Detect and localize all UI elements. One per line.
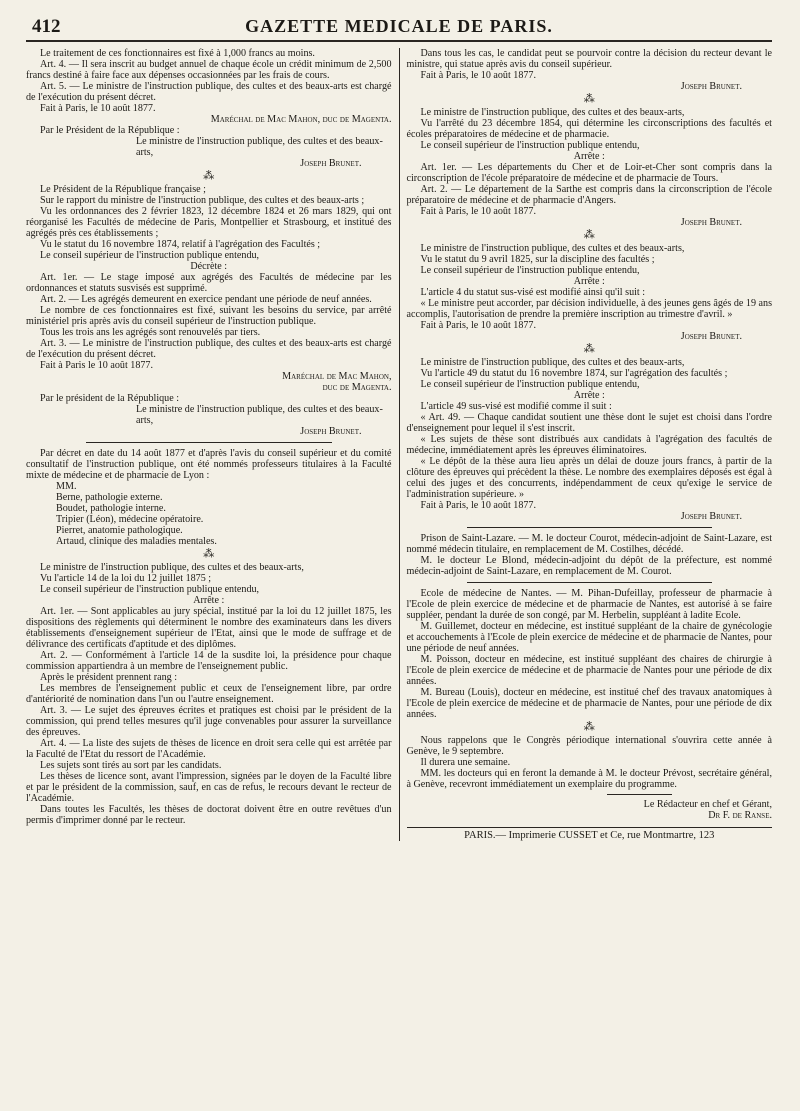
paragraph: Fait à Paris, le 10 août 1877. [420,70,537,81]
list-item: Pierret, anatomie pathologique. [56,525,183,536]
paragraph: Art. 2. — Les agrégés demeurent en exercice pendant une période de neuf années. [40,294,372,305]
signature: Joseph Brunet. [680,511,742,522]
paragraph: M. Guillemet, docteur en médecine, est institué suppléant de la chaire de gynécologie et accouchements à l'Ecole de plein exercice de médecine et de pharmacie de Nantes, pour une période de neuf années. [406,621,772,654]
paragraph: Art. 3. — Le ministre de l'instruction publique, des cultes et des beaux-arts est chargé de l'exécution du présent décret. [26,338,392,360]
section-separator: ⁂ [203,170,215,182]
signature: duc de Magenta. [322,382,392,393]
printer-imprint: PARIS.— Imprimerie CUSSET et Ce, rue Montmartre, 123 [407,827,773,841]
signature: Joseph Brunet. [680,217,742,228]
paragraph: Le ministre de l'instruction publique, des cultes et des beaux-arts, [420,357,685,368]
paragraph: Art. 3. — Le sujet des épreuves écrites et pratiques est choisi par le président de la commission, qui prend telles mesures qu'il juge convenables pour assurer la surveillance des épreuves. [26,705,392,738]
journal-title: GAZETTE MEDICALE DE PARIS. [245,16,553,36]
paragraph: Art. 4. — Il sera inscrit au budget annuel de chaque école un crédit minimum de 2,500 francs destiné à faire face aux dépenses occasionnées par les frais de cours. [26,59,392,81]
paragraph: Vu l'arrêté du 23 décembre 1854, qui détermine les circonscriptions des facultés et écoles préparatoires de médecine et de pharmacie. [406,118,772,140]
paragraph: Le ministre de l'instruction publique, des cultes et des beaux-arts, [136,404,383,426]
paragraph: Le Président de la République française ; [40,184,206,195]
paragraph: Fait à Paris le 10 août 1877. [40,360,153,371]
divider [467,582,713,583]
list-item: Berne, pathologie externe. [56,492,163,503]
divider [86,442,332,443]
section-separator: ⁂ [583,229,595,241]
signature: Joseph Brunet. [300,158,362,169]
paragraph: Le ministre de l'instruction publique, des cultes et des beaux-arts, [420,243,685,254]
divider [607,794,673,795]
paragraph: L'article 49 sus-visé est modifié comme il suit : [420,401,612,412]
paragraph: Dans toutes les Facultés, les thèses de doctorat doivent être en outre revêtues d'un permis d'imprimer donné par le recteur. [26,804,392,826]
paragraph: Dans tous les cas, le candidat peut se pourvoir contre la décision du recteur devant le ministre, qui statue après avis du conseil supérieur. [406,48,772,70]
paragraph: Fait à Paris, le 10 août 1877. [40,103,156,114]
paragraph: Le conseil supérieur de l'instruction publique entendu, [420,265,640,276]
paragraph: « Le dépôt de la thèse aura lieu après un délai de douze jours francs, à partir de la clôture des épreuves qui précèdent la thèse. Le nombre des exemplaires déposés est égal à celui des juges et des concurrents, indépendamment de ceux qu'exige le service de l'administration supérieure. » [406,456,772,500]
paragraph: Le ministre de l'instruction publique, des cultes et des beaux-arts, [136,136,383,158]
section-separator: ⁂ [583,343,595,355]
page-header [26,14,772,42]
paragraph: Par le Président de la République : [40,125,180,136]
paragraph: Il durera une semaine. [420,757,511,768]
paragraph: M. le docteur Le Blond, médecin-adjoint du dépôt de la préfecture, est nommé médecin-adjoint de Saint-Lazare, en remplacement de M. Courot. [406,555,772,577]
divider [467,527,713,528]
paragraph: Après le président prennent rang : [40,672,178,683]
paragraph: Nous rappelons que le Congrès périodique international s'ouvrira cette année à Genève, le 9 septembre. [406,735,772,757]
paragraph: M. Poisson, docteur en médecine, est institué suppléant des chaires de chirurgie à l'Ecole de plein exercice de médecine et de pharmacie de Nantes pour une période de dix années. [406,654,772,687]
news-item: Prison de Saint-Lazare. — M. le docteur Courot, médecin-adjoint de Saint-Lazare, est nommé médecin titulaire, en remplacement de M. Costilhes, décédé. [406,533,772,555]
right-column [399,48,773,841]
list-item: Boudet, pathologie interne. [56,503,166,514]
left-column [26,48,399,841]
editor-name: Dr F. de Ranse. [708,810,772,821]
signature: Joseph Brunet. [300,426,362,437]
paragraph: Le ministre de l'instruction publique, des cultes et des beaux-arts, [40,562,304,573]
paragraph: L'article 4 du statut sus-visé est modifié ainsi qu'il suit : [420,287,646,298]
paragraph: Les sujets sont tirés au sort par les candidats. [40,760,222,771]
paragraph: MM. les docteurs qui en feront la demande à M. le docteur Prévost, secrétaire général, à Genève, recevront immédiatement un exemplaire du programme. [406,768,772,790]
decree-heading: Arrête : [573,151,605,162]
paragraph: Les membres de l'enseignement public et ceux de l'enseignement libre, par ordre d'antériorité de nomination dans l'un ou l'autre enseignement. [26,683,392,705]
paragraph: Par décret en date du 14 août 1877 et d'après l'avis du conseil supérieur et du comité consultatif de l'instruction publique, ont été nommés professeurs titulaires à la Faculté mixte de médecine et de pharmacie de Lyon : [26,448,392,481]
paragraph: Le conseil supérieur de l'instruction publique entendu, [420,379,640,390]
decree-heading: Arrête : [193,595,225,606]
paragraph: Le nombre de ces fonctionnaires est fixé, suivant les besoins du service, par arrêté ministériel pris après avis du conseil supérieur de l'instruction publique. [26,305,392,327]
paragraph: Le ministre de l'instruction publique, des cultes et des beaux-arts, [420,107,685,118]
signature: Joseph Brunet. [680,81,742,92]
signature: Maréchal de Mac Mahon, [282,371,392,382]
paragraph: Art. 2. — Conformément à l'article 14 de la susdite loi, la présidence pour chaque commission appartiendra à un membre de l'enseignement public. [26,650,392,672]
paragraph: « Art. 49. — Chaque candidat soutient une thèse dont le sujet est choisi dans l'ordre d'enseignement pour lequel il s'est inscrit. [406,412,772,434]
paragraph: Fait à Paris, le 10 août 1877. [420,206,537,217]
paragraph: Art. 1er. — Sont applicables au jury spécial, institué par la loi du 12 juillet 1875, les dispositions des règlements qui déterminent le nombre des examinateurs dans les divers établissements d'enseignement supérieur de l'Etat, ainsi que le mode de suffrage et de délivrance des certificats d'aptitude et des diplômes. [26,606,392,650]
section-separator: ⁂ [583,721,595,733]
section-separator: ⁂ [203,548,215,560]
list-item: MM. [56,481,77,492]
signature: Joseph Brunet. [680,331,742,342]
paragraph: Tous les trois ans les agrégés sont renouvelés par tiers. [40,327,261,338]
paragraph: Vu le statut du 9 avril 1825, sur la discipline des facultés ; [420,254,655,265]
paragraph: Sur le rapport du ministre de l'instruction publique, des cultes et des beaux-arts ; [40,195,365,206]
two-column-body [26,48,772,841]
paragraph: Art. 1er. — Le stage imposé aux agrégés des Facultés de médecine par les ordonnances et statuts susvisés est supprimé. [26,272,392,294]
news-item: Ecole de médecine de Nantes. — M. Pihan-Dufeillay, professeur de pharmacie à l'Ecole de plein exercice de médecine et de pharmacie de Nantes, est autorisé à se faire suppléer, pendant la durée de son congé, par M. Herbelin, suppléant à ladite Ecole. [406,588,772,621]
decree-heading: Arrête : [573,390,605,401]
editor-credit: Le Rédacteur en chef et Gérant, [643,799,772,810]
paragraph: Fait à Paris, le 10 août 1877. [420,500,537,511]
paragraph: Vu l'article 14 de la loi du 12 juillet 1875 ; [40,573,212,584]
paragraph: Art. 2. — Le département de la Sarthe est compris dans la circonscription de l'école préparatoire de médecine et de pharmacie d'Angers. [406,184,772,206]
page-number: 412 [32,16,61,37]
paragraph: Par le président de la République : [40,393,180,404]
section-separator: ⁂ [583,93,595,105]
paragraph: « Le ministre peut accorder, par décision individuelle, à des jeunes gens âgés de 19 ans accomplis, l'autorisation de prendre la première inscription au trimestre d'avril. » [406,298,772,320]
paragraph: Art. 5. — Le ministre de l'instruction publique, des cultes et des beaux-arts est chargé de l'exécution du présent décret. [26,81,392,103]
paragraph: M. Bureau (Louis), docteur en médecine, est institué chef des travaux anatomiques à l'Ecole de plein exercice de médecine et de pharmacie de Nantes, pour une période de dix années. [406,687,772,720]
paragraph: Art. 4. — La liste des sujets de thèses de licence en droit sera celle qui est arrêtée par la Faculté de l'Etat du ressort de l'Académie. [26,738,392,760]
paragraph: Le conseil supérieur de l'instruction publique entendu, [420,140,640,151]
paragraph: Le conseil supérieur de l'instruction publique entendu, [40,250,260,261]
signature: Maréchal de Mac Mahon, duc de Magenta. [210,114,392,125]
paragraph: Vu l'article 49 du statut du 16 novembre 1874, sur l'agrégation des facultés ; [420,368,728,379]
decree-heading: Décrète : [190,261,228,272]
paragraph: Les thèses de licence sont, avant l'impression, signées par le doyen de la Faculté libre et par le président de la commission, sauf, en cas de refus, le recours devant le recteur de l'Académie. [26,771,392,804]
paragraph: Art. 1er. — Les départements du Cher et de Loir-et-Cher sont compris dans la circonscription de l'école préparatoire de médecine et de pharmacie de Tours. [406,162,772,184]
paragraph: Vu les ordonnances des 2 février 1823, 12 décembre 1824 et 26 mars 1829, qui ont réorganisé les Facultés de médecine de Paris, Montpellier et Strasbourg, et institué des agrégés près ces établissements ; [26,206,392,239]
list-item: Tripier (Léon), médecine opératoire. [56,514,204,525]
paragraph: Le traitement de ces fonctionnaires est fixé à 1,000 francs au moins. [40,48,315,59]
paragraph: Le conseil supérieur de l'instruction publique entendu, [40,584,260,595]
decree-heading: Arrête : [573,276,605,287]
paragraph: « Les sujets de thèse sont distribués aux candidats à l'agrégation des facultés de médecine, immédiatement après les épreuves éliminatoires. [406,434,772,456]
paragraph: Fait à Paris, le 10 août 1877. [420,320,537,331]
list-item: Artaud, clinique des maladies mentales. [56,536,217,547]
paragraph: Vu le statut du 16 novembre 1874, relatif à l'agrégation des Facultés ; [40,239,321,250]
